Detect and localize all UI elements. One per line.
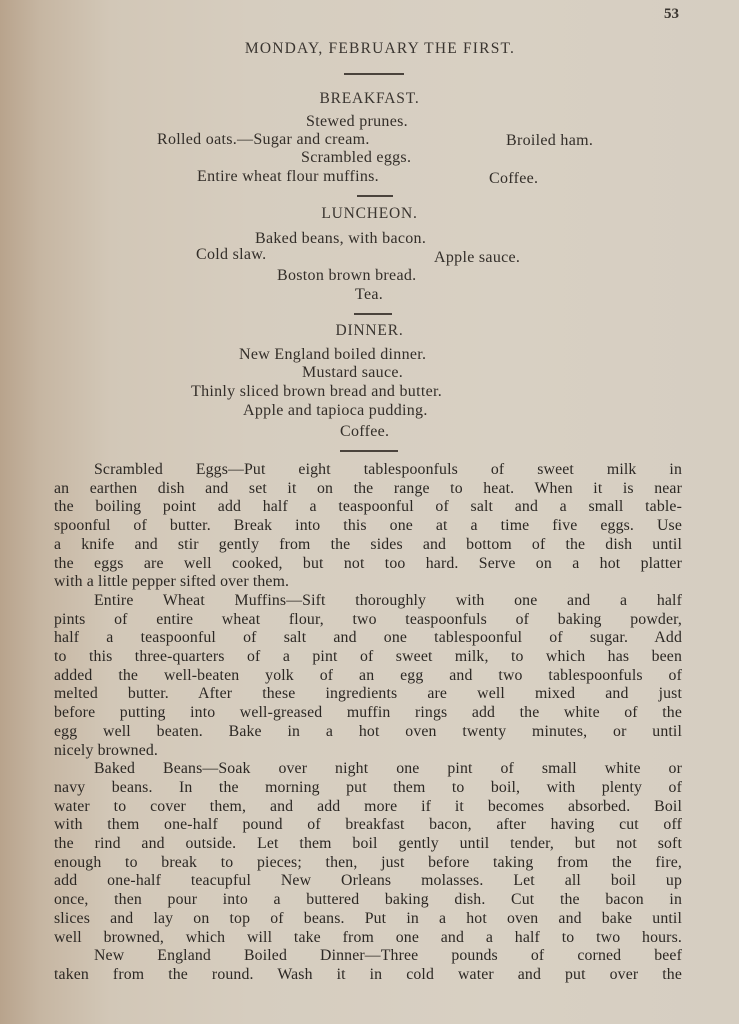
menu-item: Apple sauce.: [434, 249, 521, 266]
recipe-new-england-boiled-dinner: New England Boiled Dinner—Three pounds of corned beef taken from the round. Wash it in cold water and put over the: [54, 947, 682, 983]
menu-item: Stewed prunes.: [306, 113, 408, 130]
menu-item: Apple and tapioca pudding.: [243, 402, 428, 419]
page-number: 53: [664, 6, 679, 22]
page-title: MONDAY, FEBRUARY THE FIRST.: [244, 40, 516, 57]
menu-item: Coffee.: [489, 170, 539, 187]
menu-item: Scrambled eggs.: [301, 149, 412, 166]
menu-item: Thinly sliced brown bread and butter.: [191, 383, 443, 400]
dinner-heading: DINNER.: [335, 322, 404, 339]
menu-item: Boston brown bread.: [277, 267, 417, 284]
menu-item: Tea.: [355, 286, 384, 303]
menu-item: Cold slaw.: [196, 246, 267, 263]
breakfast-heading: BREAKFAST.: [319, 90, 420, 107]
menu-item: Coffee.: [340, 423, 390, 440]
menu-item: Rolled oats.—Sugar and cream.: [157, 131, 370, 148]
recipe-entire-wheat-muffins: Entire Wheat Muffins—Sift thoroughly with one and a half pints of entire wheat flour, two teaspoonfuls of baking powder, half a teaspoonful of salt and one tablespoonful of sugar. Add to this three-quarters of a pint of sweet milk, to which has been added the well-beaten yolk of an egg and two tablespoonfuls of melted butter. After these ingredients are well mixed and just before putting into well-greased muffin rings add the white of the egg well beaten. Bake in a hot oven twenty minutes, or until nicely browned.: [54, 591, 682, 759]
menu-item: Baked beans, with bacon.: [255, 230, 427, 247]
recipe-baked-beans: Baked Beans—Soak over night one pint of small white or navy beans. In the morning put them to boil, with plenty of water to cover them, and add more if it becomes absorbed. Boil with them one-half pound of breakfast bacon, after having cut off the rind and outside. Let them boil gently until tender, but not soft enough to break to pieces; then, just before taking from the fire, add one-half teacupful New Orleans molasses. Let all boil up once, then pour into a buttered baking dish. Cut the bacon in slices and lay on top of beans. Put in a hot oven and bake until well browned, which will take from one and a half to two hours.: [54, 760, 682, 946]
divider: [340, 450, 398, 452]
menu-item: Broiled ham.: [506, 132, 594, 149]
recipe-scrambled-eggs: Scrambled Eggs—Put eight tablespoonfuls of sweet milk in an earthen dish and set it on the range to heat. When it is near the boiling point add half a teaspoonful of salt and a small table- spoonful of butter. Break into this one at a time five eggs. Use a knife and stir gently from the sides and bottom of the dish until the eggs are well cooked, but not too hard. Serve on a hot platter with a little pepper sifted over them.: [54, 461, 682, 591]
divider: [357, 195, 393, 197]
luncheon-heading: LUNCHEON.: [321, 205, 418, 222]
menu-item: New England boiled dinner.: [239, 346, 427, 363]
recipe-text: [54, 461, 682, 985]
menu-item: Entire wheat flour muffins.: [197, 168, 379, 185]
divider: [354, 313, 392, 315]
menu-item: Mustard sauce.: [302, 364, 404, 381]
divider: [344, 73, 404, 75]
